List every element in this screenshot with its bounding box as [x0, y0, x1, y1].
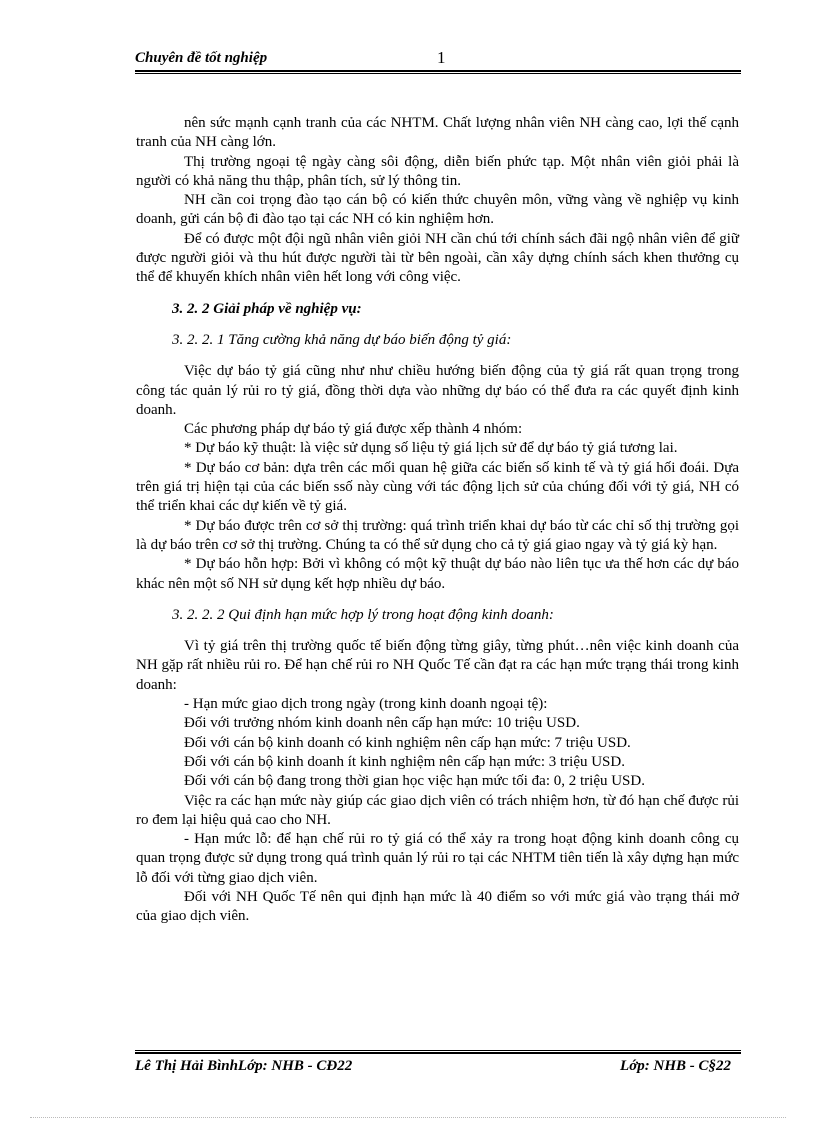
paragraph: * Dự báo kỹ thuật: là việc sử dụng số liệu tỷ giá lịch sử để dự báo tỷ giá tương lai. [184, 440, 678, 457]
paragraph: Thị trường ngoại tệ ngày càng sôi động, diễn biến phức tạp. Một nhân viên giỏi phải là người có khả năng thu thập, phân tích, sử lý thông tin. [136, 153, 739, 189]
header-title: Chuyên đề tốt nghiệp [135, 50, 268, 66]
paragraph: Việc ra các hạn mức này giúp các giao dịch viên có trách nhiệm hơn, từ đó hạn chế được rủi ro đem lại hiệu quả cao cho NH. [136, 792, 739, 828]
paragraph: Việc dự báo tỷ giá cũng như như chiều hướng biến động của tỷ giá rất quan trọng trong công tác quản lý rủi ro tỷ giá, đồng thời dựa vào những dự báo có thể đưa ra các quyết định kinh doanh. [136, 363, 739, 418]
subsection-heading: 3. 2. 2. 1 Tăng cường khả năng dự báo biến động tỷ giá: [172, 331, 512, 348]
paragraph: Đối với cán bộ kinh doanh ít kinh nghiệm nên cấp hạn mức: 3 triệu USD. [184, 753, 625, 770]
paragraph: nên sức mạnh cạnh tranh của các NHTM. Chất lượng nhân viên NH càng cao, lợi thế cạnh tranh của NH càng lớn. [136, 115, 739, 151]
paragraph: - Hạn mức lỗ: để hạn chế rủi ro tỷ giá có thể xảy ra trong hoạt động kinh doanh công cụ quan trọng được sử dụng trong quá trình quản lý rủi ro tại các NHTM tiên tiến là xây dựng hạn mức lỗ đối với từng giao dịch viên. [136, 831, 739, 886]
page-header [135, 46, 741, 72]
paragraph: Đối với NH Quốc Tế nên qui định hạn mức là 40 điểm so với mức giá vào trạng thái mở của giao dịch viên. [136, 888, 739, 925]
header-rule-thin [135, 73, 741, 74]
footer-rule-thin [135, 1050, 741, 1051]
section-heading: 3. 2. 2 Giải pháp về nghiệp vụ: [172, 300, 362, 317]
paragraph: * Dự báo được trên cơ sở thị trường: quá trình triển khai dự báo từ các chỉ số thị trường gọi là dự báo trên cơ sở thị trường. Chúng ta có thể sử dụng cho cả tỷ giá giao ngay và tỷ giá kỳ hạn. [136, 517, 739, 553]
document-body [136, 114, 739, 927]
page-footer [135, 1050, 741, 1080]
subsection-heading: 3. 2. 2. 2 Qui định hạn mức hợp lý trong hoạt động kinh doanh: [172, 606, 554, 623]
paragraph: * Dự báo hỗn hợp: Bởi vì không có một kỹ thuật dự báo nào liên tục ưa thế hơn các dự báo khác nên một số NH sử dụng kết hợp nhiều dự báo. [136, 556, 739, 592]
paragraph: Đối với cán bộ kinh doanh có kinh nghiệm nên cấp hạn mức: 7 triệu USD. [184, 734, 631, 751]
paragraph: Vì tỷ giá trên thị trường quốc tế biến động từng giây, từng phút…nên việc kinh doanh của NH gặp rất nhiều rủi ro. Để hạn chế rủi ro NH Quốc Tế cần đạt ra các hạn mức trạng thái trong kinh doanh: [136, 638, 739, 693]
paragraph: Các phương pháp dự báo tỷ giá được xếp thành 4 nhóm: [184, 421, 523, 438]
page-number: 1 [437, 48, 446, 67]
paragraph: Để có được một đội ngũ nhân viên giỏi NH cần chú tới chính sách đãi ngộ nhân viên để giữ được người giỏi và thu hút được người tài từ bên ngoài, cần xây dựng chính sách khen thưởng cụ thể để khuyến khích nhân viên hết long với công việc. [136, 230, 739, 286]
footer-author: Lê Thị Hải BìnhLớp: NHB - CĐ22 [135, 1058, 353, 1074]
paragraph: Đối với trưởng nhóm kinh doanh nên cấp hạn mức: 10 triệu USD. [184, 715, 580, 732]
paragraph: - Hạn mức giao dịch trong ngày (trong kinh doanh ngoại tệ): [184, 696, 548, 713]
paragraph: * Dự báo cơ bản: dựa trên các mối quan hệ giữa các biến số kinh tế và tỷ giá hối đoái. Dựa trên giá trị hiện tại của các biến ssố này cùng với tác động lịch sử của chúng đối với tỷ giá, NH có thể triển khai các dự kiến về tỷ giá. [136, 459, 739, 515]
header-rule-thick [135, 70, 741, 72]
paragraph: NH cần coi trọng đào tạo cán bộ có kiến thức chuyên môn, vững vàng về nghiệp vụ kinh doanh, gửi cán bộ đi đào tạo tại các NH có kin nghiệm hơn. [136, 192, 739, 228]
footer-class: Lớp: NHB - C§22 [620, 1058, 731, 1074]
paragraph: Đối với cán bộ đang trong thời gian học việc hạn mức tối đa: 0, 2 triệu USD. [184, 773, 645, 790]
footer-rule-thick [135, 1052, 741, 1054]
page-edge [30, 1117, 786, 1118]
